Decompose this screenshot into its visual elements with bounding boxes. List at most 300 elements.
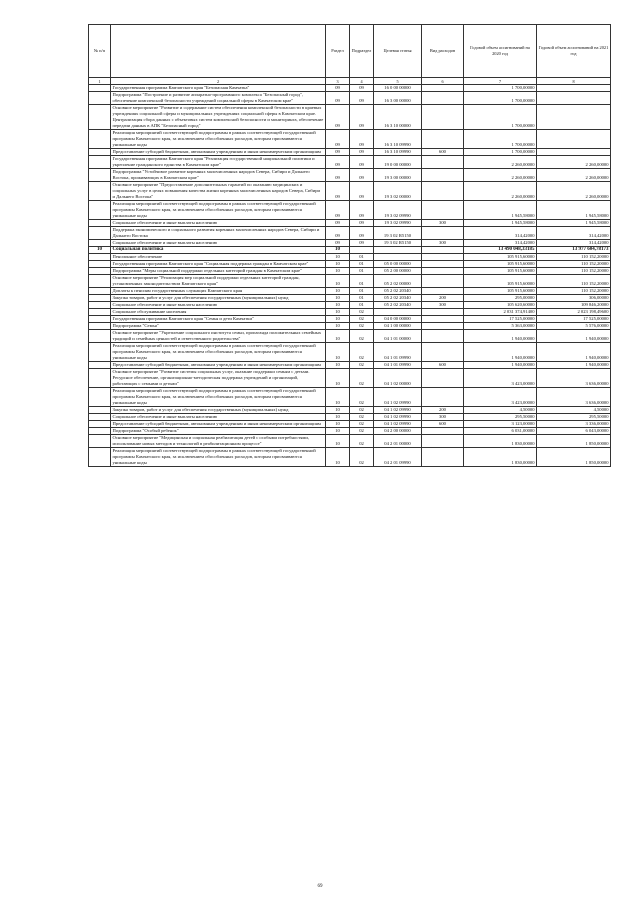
row-name: Предоставление субсидий бюджетным, автономным учреждениям и иным некоммерческим организациям	[111, 421, 326, 428]
row-expense-type: 300	[422, 220, 464, 227]
row-section: 10	[326, 435, 350, 448]
row-subsection: 09	[350, 130, 374, 149]
table-row	[89, 268, 611, 275]
row-expense-type	[422, 85, 464, 92]
row-amount-2021: 6 043,00000	[537, 428, 611, 435]
row-amount-2021	[537, 149, 611, 156]
row-target: 04 2 01 09990	[374, 448, 422, 467]
row-subsection: 02	[350, 448, 374, 467]
table-row	[89, 302, 611, 309]
row-expense-type	[422, 247, 464, 254]
row-amount-2021: 1 940,00000	[537, 330, 611, 343]
row-amount-2021: 2 260,00000	[537, 156, 611, 169]
row-amount-2020: 3 423,00000	[464, 388, 537, 407]
row-number	[89, 105, 111, 130]
row-section: 10	[326, 261, 350, 268]
row-name: Социальное обслуживание населения	[111, 309, 326, 316]
row-subsection: 02	[350, 369, 374, 388]
row-section: 10	[326, 254, 350, 261]
row-number	[89, 156, 111, 169]
row-section: 09	[326, 130, 350, 149]
row-expense-type: 600	[422, 149, 464, 156]
row-target: 05 2 02 00000	[374, 275, 422, 288]
row-section: 10	[326, 316, 350, 323]
row-section: 10	[326, 268, 350, 275]
row-amount-2021: 13 977 604,78173	[537, 247, 611, 254]
row-target: 05 0 00 00000	[374, 261, 422, 268]
row-amount-2021: 3 636,00000	[537, 388, 611, 407]
row-name: Основное мероприятие "Развитие системы социальных услуг, оказание поддержки семьям с детьми. Ресурсное обеспечение, организационно-методическая поддержка учреждений и организаций, работающих с семьями и детьми"	[111, 369, 326, 388]
row-subsection: 02	[350, 343, 374, 362]
row-amount-2021: 1 850,00000	[537, 448, 611, 467]
row-expense-type	[422, 343, 464, 362]
row-amount-2020: 295,50000	[464, 414, 537, 421]
row-number	[89, 362, 111, 369]
row-amount-2021: 5 576,00000	[537, 323, 611, 330]
row-number	[89, 316, 111, 323]
row-number	[89, 92, 111, 105]
header-row	[89, 25, 611, 78]
row-amount-2020: 13 490 048,33185	[464, 247, 537, 254]
row-number	[89, 295, 111, 302]
header-2020: Годовой объем ассигнований на 2020 год	[464, 25, 537, 78]
row-name: Социальное обеспечение и иные выплаты населению	[111, 302, 326, 309]
row-target: 04 1 02 09990	[374, 414, 422, 421]
column-number: 8	[537, 78, 611, 85]
row-subsection: 09	[350, 92, 374, 105]
row-subsection: 09	[350, 201, 374, 220]
row-subsection: 01	[350, 261, 374, 268]
column-number: 1	[89, 78, 111, 85]
table-row	[89, 201, 611, 220]
row-name: Подпрограмма "Семья"	[111, 323, 326, 330]
row-amount-2021: 3 636,00000	[537, 369, 611, 388]
row-amount-2021: 110 152,20000	[537, 288, 611, 295]
column-number: 2	[111, 78, 326, 85]
row-number	[89, 323, 111, 330]
row-expense-type	[422, 261, 464, 268]
row-amount-2020: 17 525,00000	[464, 316, 537, 323]
row-subsection: 02	[350, 309, 374, 316]
row-section: 09	[326, 220, 350, 227]
row-section: 10	[326, 247, 350, 254]
row-name: Социальное обеспечение и иные выплаты населению	[111, 220, 326, 227]
row-expense-type	[422, 169, 464, 182]
row-subsection: 09	[350, 149, 374, 156]
row-target: 16 3 10 00000	[374, 105, 422, 130]
table-row	[89, 323, 611, 330]
row-section: 10	[326, 288, 350, 295]
row-expense-type	[422, 105, 464, 130]
row-amount-2020: 4,50000	[464, 407, 537, 414]
row-subsection: 02	[350, 362, 374, 369]
row-amount-2021: 306,00000	[537, 295, 611, 302]
row-target: 04 1 01 09990	[374, 343, 422, 362]
table-row	[89, 369, 611, 388]
table-row	[89, 220, 611, 227]
row-subsection: 02	[350, 428, 374, 435]
row-amount-2020: 3 123,00000	[464, 421, 537, 428]
row-amount-2020: 1 945,58000	[464, 201, 537, 220]
row-number	[89, 435, 111, 448]
row-expense-type: 300	[422, 302, 464, 309]
row-amount-2021	[537, 92, 611, 105]
row-number	[89, 275, 111, 288]
row-expense-type: 600	[422, 421, 464, 428]
row-expense-type	[422, 92, 464, 105]
row-target: 04 0 00 00000	[374, 316, 422, 323]
row-expense-type	[422, 201, 464, 220]
row-target: 05 2 00 00000	[374, 268, 422, 275]
row-subsection: 01	[350, 295, 374, 302]
row-amount-2020: 105 915,60000	[464, 254, 537, 261]
row-number	[89, 182, 111, 201]
table-row	[89, 227, 611, 240]
table-row	[89, 130, 611, 149]
row-expense-type	[422, 254, 464, 261]
row-section: 09	[326, 240, 350, 247]
row-number	[89, 414, 111, 421]
table-row	[89, 149, 611, 156]
row-amount-2021: 2 023 198,49600	[537, 309, 611, 316]
row-expense-type	[422, 275, 464, 288]
row-name: Социальное обеспечение и иные выплаты населению	[111, 414, 326, 421]
budget-table	[88, 24, 611, 467]
row-subsection: 01	[350, 302, 374, 309]
row-section: 10	[326, 343, 350, 362]
row-subsection: 09	[350, 240, 374, 247]
table-row	[89, 414, 611, 421]
row-amount-2020: 5 363,00000	[464, 323, 537, 330]
row-section: 10	[326, 448, 350, 467]
table-row	[89, 435, 611, 448]
row-target: 19 3 00 00000	[374, 169, 422, 182]
row-section: 09	[326, 227, 350, 240]
row-subsection: 09	[350, 156, 374, 169]
row-expense-type: 300	[422, 414, 464, 421]
row-target: 04 2 00 00000	[374, 428, 422, 435]
row-expense-type	[422, 182, 464, 201]
row-subsection: 02	[350, 407, 374, 414]
row-amount-2020: 1 700,00000	[464, 92, 537, 105]
row-name: Социальная политика	[111, 247, 326, 254]
row-target: 19 3 02 09990	[374, 201, 422, 220]
row-section: 10	[326, 362, 350, 369]
row-name: Подпрограмма "Построение и развитие аппаратно-программного комплекса "Безопасный город", обеспечение комплексной безопасности учреждений социальной сферы в Камчатском крае"	[111, 92, 326, 105]
row-amount-2020: 105 620,60000	[464, 302, 537, 309]
row-section: 10	[326, 421, 350, 428]
table-row	[89, 295, 611, 302]
row-section: 10	[326, 330, 350, 343]
row-target: 16 3 00 00000	[374, 92, 422, 105]
row-amount-2021: 2 260,00000	[537, 182, 611, 201]
row-amount-2020: 314,42000	[464, 227, 537, 240]
row-target: 19 3 02 R5150	[374, 227, 422, 240]
table-row	[89, 388, 611, 407]
row-subsection: 02	[350, 421, 374, 428]
row-expense-type	[422, 316, 464, 323]
row-amount-2020: 2 031 374,91400	[464, 309, 537, 316]
row-target: 05 2 02 20340	[374, 295, 422, 302]
row-amount-2021: 110 152,20000	[537, 268, 611, 275]
row-amount-2021: 295,50000	[537, 414, 611, 421]
table-row	[89, 85, 611, 92]
table-row	[89, 330, 611, 343]
column-number: 4	[350, 78, 374, 85]
table-row	[89, 421, 611, 428]
row-name: Доплаты к пенсиям государственных служащих Камчатского края	[111, 288, 326, 295]
row-expense-type	[422, 369, 464, 388]
row-name: Подпрограмма "Особый ребенок"	[111, 428, 326, 435]
row-target: 04 1 02 09990	[374, 388, 422, 407]
row-name: Основное мероприятие "Медицинская и социальная реабилитация детей с особыми потребностями, использование новых методов и технологий в реабилитационном процессе"	[111, 435, 326, 448]
row-target: 05 2 02 20340	[374, 302, 422, 309]
row-target: 19 0 00 00000	[374, 156, 422, 169]
row-number	[89, 330, 111, 343]
table-row	[89, 105, 611, 130]
row-number	[89, 149, 111, 156]
row-number	[89, 227, 111, 240]
row-number	[89, 220, 111, 227]
row-expense-type	[422, 428, 464, 435]
row-amount-2021: 3 336,00000	[537, 421, 611, 428]
row-section: 10	[326, 275, 350, 288]
table-row	[89, 309, 611, 316]
row-name: Государственная программа Камчатского края "Социальная поддержка граждан в Камчатском крае"	[111, 261, 326, 268]
row-target: 05 2 02 20340	[374, 288, 422, 295]
row-expense-type	[422, 323, 464, 330]
row-subsection: 09	[350, 227, 374, 240]
row-name: Пенсионное обеспечение	[111, 254, 326, 261]
row-expense-type	[422, 388, 464, 407]
row-subsection: 01	[350, 254, 374, 261]
row-name: Поддержка экономического и социального развития коренных малочисленных народов Севера, Сибири и Дальнего Востока	[111, 227, 326, 240]
row-amount-2021: 2 260,00000	[537, 169, 611, 182]
row-name: Государственная программа Камчатского края "Реализация государственной национальной политики и укрепление гражданского единства в Камчатском крае"	[111, 156, 326, 169]
header-2021: Годовой объем ассигнований на 2021 год	[537, 25, 611, 78]
row-section: 09	[326, 85, 350, 92]
row-amount-2021: 110 152,20000	[537, 261, 611, 268]
row-number: 10	[89, 247, 111, 254]
row-target	[374, 309, 422, 316]
row-number	[89, 369, 111, 388]
row-number	[89, 309, 111, 316]
row-name: Основное мероприятие "Предоставление дополнительных гарантий по оказанию медицинских и социальных услуг в целях повышения качества жизни коренных малочисленных народов Севера, Сибири и Дальнего Востока"	[111, 182, 326, 201]
row-amount-2020: 2 260,00000	[464, 182, 537, 201]
row-expense-type: 300	[422, 240, 464, 247]
row-number	[89, 388, 111, 407]
row-amount-2020: 295,00000	[464, 295, 537, 302]
row-subsection: 02	[350, 388, 374, 407]
row-number	[89, 343, 111, 362]
row-subsection: 02	[350, 414, 374, 421]
row-amount-2020: 1 830,00000	[464, 435, 537, 448]
table-row	[89, 169, 611, 182]
row-number	[89, 130, 111, 149]
row-amount-2020: 105 915,60000	[464, 268, 537, 275]
row-target: 04 1 00 00000	[374, 323, 422, 330]
row-number	[89, 169, 111, 182]
row-target: 16 3 10 09990	[374, 149, 422, 156]
row-section: 10	[326, 369, 350, 388]
row-amount-2020: 2 260,00000	[464, 169, 537, 182]
row-name: Реализация мероприятий соответствующей подпрограммы в рамках соответствующей государственной программы Камчатского края, за исключением обособленных расходов, которым присваиваются уникальные коды	[111, 201, 326, 220]
row-subsection	[350, 247, 374, 254]
page-number: 69	[317, 884, 323, 889]
row-name: Закупка товаров, работ и услуг для обеспечения государственных (муниципальных) нужд	[111, 407, 326, 414]
row-amount-2021: 109 846,20000	[537, 302, 611, 309]
row-subsection: 09	[350, 169, 374, 182]
row-number	[89, 302, 111, 309]
table-row	[89, 182, 611, 201]
row-name: Реализация мероприятий соответствующей подпрограммы в рамках соответствующей государственной программы Камчатского края, за исключением обособленных расходов, которым присваиваются уникальные коды	[111, 130, 326, 149]
row-amount-2020: 105 915,60000	[464, 261, 537, 268]
row-name: Предоставление субсидий бюджетным, автономным учреждениям и иным некоммерческим организациям	[111, 149, 326, 156]
row-expense-type	[422, 448, 464, 467]
column-number: 5	[374, 78, 422, 85]
row-name: Подпрограмма "Устойчивое развитие коренных малочисленных народов Севера, Сибири и Дальнего Востока, проживающих в Камчатском крае"	[111, 169, 326, 182]
row-subsection: 02	[350, 330, 374, 343]
table-row	[89, 343, 611, 362]
row-number	[89, 448, 111, 467]
row-subsection: 02	[350, 323, 374, 330]
row-expense-type	[422, 227, 464, 240]
row-amount-2020: 6 031,00000	[464, 428, 537, 435]
row-number	[89, 85, 111, 92]
row-subsection: 09	[350, 182, 374, 201]
row-expense-type	[422, 288, 464, 295]
row-target: 04 1 01 09990	[374, 362, 422, 369]
row-name: Предоставление субсидий бюджетным, автономным учреждениям и иным некоммерческим организациям	[111, 362, 326, 369]
table-body	[89, 85, 611, 467]
row-subsection: 09	[350, 105, 374, 130]
row-amount-2021: 4,50000	[537, 407, 611, 414]
row-amount-2021: 1 945,58000	[537, 201, 611, 220]
row-amount-2021: 1 850,00000	[537, 435, 611, 448]
row-amount-2021: 17 525,00000	[537, 316, 611, 323]
row-name: Основное мероприятие "Укрепление социального института семьи, пропаганда положительных семейных традиций и семейных ценностей и ответственного родительства"	[111, 330, 326, 343]
row-number	[89, 240, 111, 247]
row-expense-type	[422, 435, 464, 448]
row-section: 09	[326, 156, 350, 169]
row-target	[374, 247, 422, 254]
table-row	[89, 428, 611, 435]
row-section: 10	[326, 414, 350, 421]
row-target: 04 1 02 09990	[374, 407, 422, 414]
table-row	[89, 362, 611, 369]
row-number	[89, 261, 111, 268]
table-row	[89, 247, 611, 254]
row-amount-2021	[537, 130, 611, 149]
row-amount-2021: 110 152,20000	[537, 254, 611, 261]
row-amount-2020: 105 915,60000	[464, 275, 537, 288]
row-section: 09	[326, 105, 350, 130]
row-section: 10	[326, 407, 350, 414]
row-name: Подпрограмма "Меры социальной поддержки отдельных категорий граждан в Камчатском крае"	[111, 268, 326, 275]
table-row	[89, 275, 611, 288]
row-number	[89, 421, 111, 428]
column-number: 7	[464, 78, 537, 85]
row-section: 10	[326, 302, 350, 309]
table-row	[89, 156, 611, 169]
row-name: Государственная программа Камчатского края "Семья и дети Камчатки"	[111, 316, 326, 323]
header-expense-type: Вид расходов	[422, 25, 464, 78]
column-number: 3	[326, 78, 350, 85]
row-amount-2021: 314,42000	[537, 240, 611, 247]
table-row	[89, 316, 611, 323]
header-subsection: Подраздел	[350, 25, 374, 78]
row-subsection: 01	[350, 275, 374, 288]
row-target: 16 0 00 00000	[374, 85, 422, 92]
row-expense-type	[422, 330, 464, 343]
row-amount-2020: 1 940,00000	[464, 362, 537, 369]
row-amount-2020: 1 700,00000	[464, 130, 537, 149]
row-amount-2020: 3 423,00000	[464, 369, 537, 388]
budget-table-sheet	[88, 24, 610, 467]
row-subsection: 09	[350, 85, 374, 92]
row-amount-2021: 110 152,20000	[537, 275, 611, 288]
table-row	[89, 92, 611, 105]
table-row	[89, 254, 611, 261]
row-section: 10	[326, 428, 350, 435]
row-expense-type: 200	[422, 407, 464, 414]
row-section: 09	[326, 201, 350, 220]
row-expense-type	[422, 156, 464, 169]
row-name: Реализация мероприятий соответствующей подпрограммы в рамках соответствующей государственной программы Камчатского края, за исключением обособленных расходов, которым присваиваются уникальные коды	[111, 343, 326, 362]
row-subsection: 01	[350, 268, 374, 275]
row-section: 09	[326, 182, 350, 201]
row-target	[374, 254, 422, 261]
row-name: Государственная программа Камчатского края "Безопасная Камчатка"	[111, 85, 326, 92]
row-amount-2020: 1 700,00000	[464, 105, 537, 130]
row-expense-type: 200	[422, 295, 464, 302]
row-name: Основное мероприятие "Реализация мер социальной поддержки отдельных категорий граждан, установленных законодательством Камчатского края"	[111, 275, 326, 288]
row-subsection: 09	[350, 220, 374, 227]
header-section: Раздел	[326, 25, 350, 78]
row-section: 09	[326, 92, 350, 105]
row-subsection: 01	[350, 288, 374, 295]
row-number	[89, 268, 111, 275]
row-section: 10	[326, 323, 350, 330]
column-number: 6	[422, 78, 464, 85]
row-number	[89, 254, 111, 261]
row-expense-type: 600	[422, 362, 464, 369]
row-amount-2021	[537, 105, 611, 130]
row-amount-2020: 314,42000	[464, 240, 537, 247]
row-name: Закупка товаров, работ и услуг для обеспечения государственных (муниципальных) нужд	[111, 295, 326, 302]
row-number	[89, 201, 111, 220]
row-amount-2020: 1 700,00000	[464, 149, 537, 156]
row-amount-2020: 1 940,00000	[464, 343, 537, 362]
row-target: 04 1 01 00000	[374, 330, 422, 343]
header-name	[111, 25, 326, 78]
column-number-row	[89, 78, 611, 85]
row-section: 10	[326, 309, 350, 316]
row-number	[89, 428, 111, 435]
table-row	[89, 240, 611, 247]
row-amount-2020: 1 830,00000	[464, 448, 537, 467]
row-amount-2020: 1 700,00000	[464, 85, 537, 92]
row-subsection: 02	[350, 435, 374, 448]
row-amount-2020: 1 940,00000	[464, 330, 537, 343]
header-num: № п/п	[89, 25, 111, 78]
row-expense-type	[422, 309, 464, 316]
row-section: 10	[326, 295, 350, 302]
row-number	[89, 407, 111, 414]
row-target: 16 3 10 09990	[374, 130, 422, 149]
row-target: 19 3 02 R5150	[374, 240, 422, 247]
row-amount-2021: 1 940,00000	[537, 343, 611, 362]
